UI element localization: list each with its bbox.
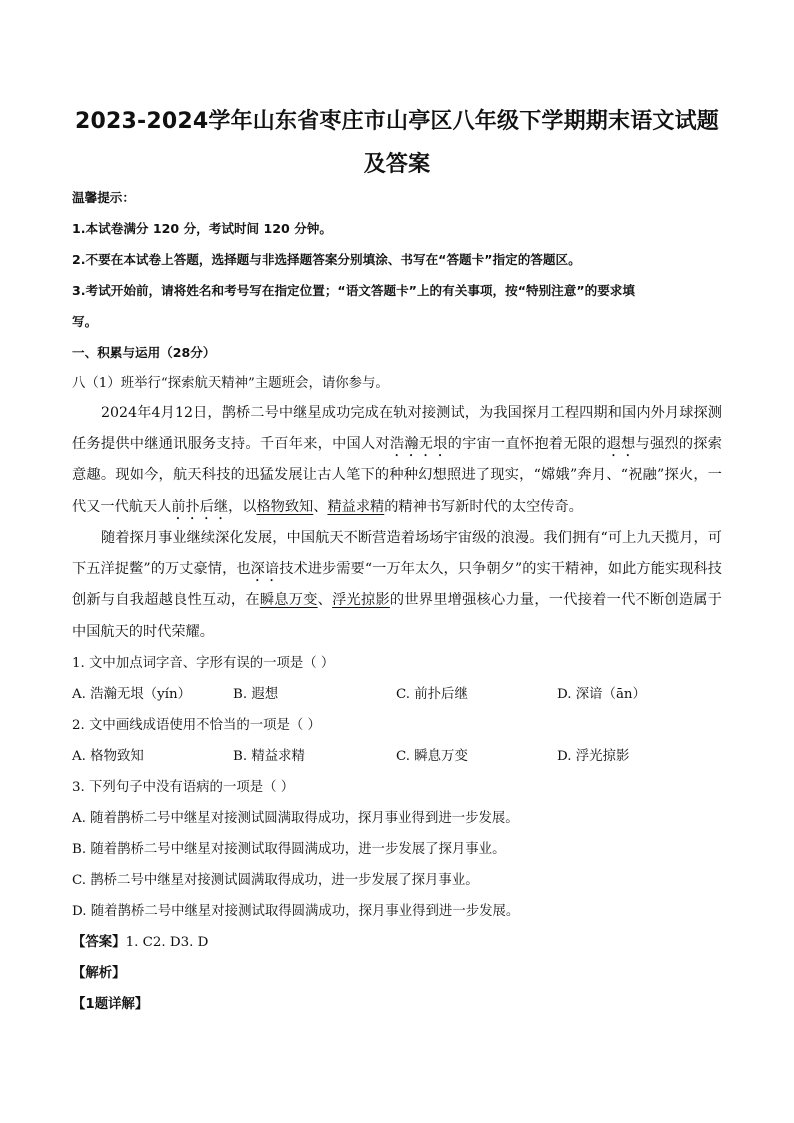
notice-item-1: 1.本试卷满分 120 分，考试时间 120 分钟。 (72, 221, 332, 236)
question-3-option-a: A. 随着鹊桥二号中继星对接测试圆满取得成功，探月事业得到进一步发展。 (72, 811, 519, 826)
question-3-option-b: B. 随着鹊桥二号中继星对接测试取得圆满成功，进一步发展了探月事业。 (72, 842, 506, 857)
question-2-option-d: D. 浮光掠影 (557, 749, 630, 764)
question-2-option-a: A. 格物致知 (72, 749, 144, 764)
p2-text-a: 随着探月事业继续深化发展，中国航天不断营造着场场宇宙级的浪漫。我们拥有“可上九天揽月，可下五洋捉鳖”的万丈豪情，也 (72, 530, 722, 578)
question-1-option-d: D. 深谙（ān） (557, 687, 646, 702)
p1-underlined-idiom-1: 格物致知 (256, 498, 314, 515)
p1-dotted-word-2: 遐想 (606, 436, 636, 453)
detail-label: 【1题详解】 (72, 997, 149, 1012)
p1-dotted-word-1: 浩瀚无垠 (389, 436, 448, 453)
notice-item-3: 3.考试开始前，请将姓名和考号写在指定位置；“语文答题卡”上的有关事项，按“特别注意”的要求填 (72, 283, 635, 298)
question-3-option-c: C. 鹊桥二号中继星对接测试圆满取得成功，进一步发展了探月事业。 (72, 873, 479, 888)
question-3-option-d: D. 随着鹊桥二号中继星对接测试取得圆满成功，探月事业得到进一步发展。 (72, 904, 520, 919)
question-2-option-b: B. 精益求精 (233, 749, 305, 764)
intro-text: 八（1）班举行“探索航天精神”主题班会，请你参与。 (72, 376, 389, 391)
question-1-option-a: A. 浩瀚无垠（yín） (72, 687, 191, 702)
p2-text-c: 技术进步需要“一万年太久，只争朝夕”的实干精神，如此方能实现科技创新与自我超越良性互动，在 (72, 561, 722, 609)
analysis-label: 【解析】 (72, 966, 126, 981)
page-title: 2023-2024学年山东省枣庄市山亭区八年级下学期期末语文试题及答案 (75, 109, 719, 177)
p1-text-a: 2024年4月12日，鹊桥二号中继星成功完成在轨对接测试，为我国探月工程四期和国内外月球探测任务提供中继通讯服务支持。千百年来，中国人对 (72, 405, 722, 453)
p1-text-i: 、 (313, 498, 328, 515)
question-2-stem: 2. 文中画线成语使用不恰当的一项是（ ） (72, 718, 321, 733)
p1-underlined-idiom-2: 精益求精 (327, 498, 385, 515)
p2-underlined-idiom-2: 浮光掠影 (332, 592, 390, 609)
notice-item-3-cont: 写。 (72, 314, 98, 329)
answer-line (72, 933, 727, 953)
notice-item-2: 2.不要在本试卷上答题，选择题与非选择题答案分别填涂、书写在“答题卡”指定的答题区。 (72, 252, 581, 267)
question-3-stem: 3. 下列句子中没有语病的一项是（ ） (72, 780, 295, 795)
passage-paragraph-1 (72, 398, 722, 523)
question-1-option-c: C. 前扑后继 (396, 687, 468, 702)
section-heading: 一、积累与运用（28分） (72, 345, 216, 360)
p2-dotted-word: 深谙 (250, 561, 280, 578)
p1-text-e: 与强烈的探索意趣。现如今，航天科技的迅猛发展让古人笔下的种种幻想照进了现实，“嫦娥”奔月、“祝融”探火，一代又一代航天人 (72, 436, 722, 515)
passage-paragraph-2 (72, 523, 722, 648)
question-1-stem: 1. 文中加点词字音、字形有误的一项是（ ） (72, 656, 335, 671)
p1-text-k: 的精神书写新时代的太空传奇。 (384, 498, 583, 515)
p2-underlined-idiom-1: 瞬息万变 (259, 592, 318, 609)
p1-dotted-word-3: 前扑后继 (171, 498, 229, 515)
p1-text-g: ，以 (228, 498, 257, 515)
notice-heading: 温馨提示： (72, 190, 135, 205)
question-1-option-b: B. 遐想 (233, 687, 279, 702)
answer-text: 1. C2. D3. D (125, 935, 209, 950)
answer-label: 【答案】 (72, 935, 126, 950)
p2-text-g: 的世界里增强核心力量，一代接着一代不断创造属于中国航天的时代荣耀。 (72, 592, 722, 640)
p2-text-e: 、 (317, 592, 333, 609)
question-2-option-c: C. 瞬息万变 (396, 749, 468, 764)
p1-text-c: 的宇宙一直怀抱着无限的 (447, 436, 607, 453)
